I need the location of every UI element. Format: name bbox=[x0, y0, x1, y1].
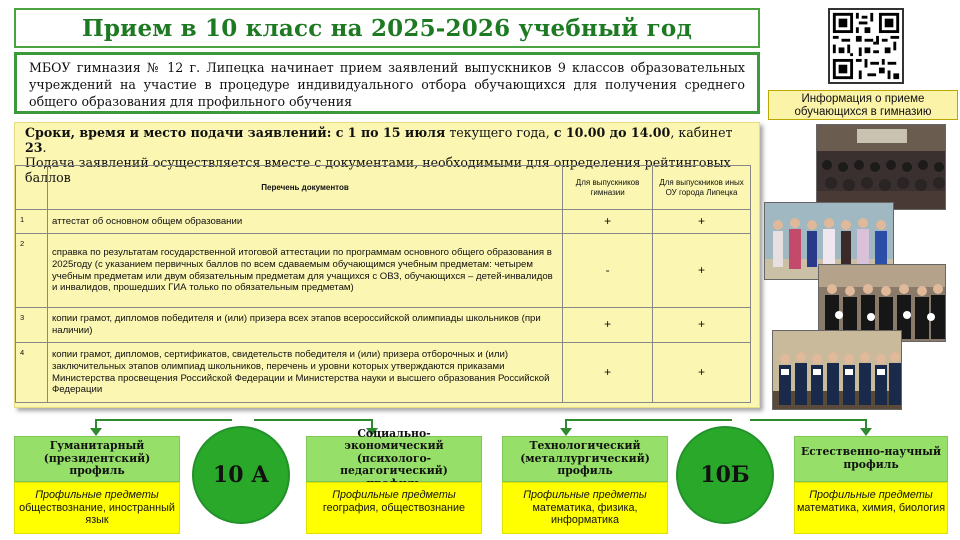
row-col1: + bbox=[563, 343, 653, 403]
intro-text-box bbox=[14, 52, 760, 114]
intro-text: МБОУ гимназия № 12 г. Липецка начинает прием заявлений выпускников 9 классов образовательных учреждений на участие в процедуре индивидуального отбора обучающихся для получения среднего общего образования для профильного обучения bbox=[29, 60, 745, 109]
table-header-col2: Для выпускников иных ОУ города Липецка bbox=[653, 166, 751, 210]
profile-science-title bbox=[794, 436, 948, 482]
profile-sub: Профильные предметы bbox=[35, 489, 159, 501]
profile-subjects: математика, физика, информатика bbox=[532, 501, 638, 527]
table-row bbox=[16, 210, 751, 234]
arrow-down-icon bbox=[860, 428, 872, 436]
profile-humanities-title bbox=[14, 436, 180, 482]
table-row bbox=[16, 308, 751, 343]
row-col1: - bbox=[563, 234, 653, 308]
profile-subjects: география, обществознание bbox=[322, 501, 466, 514]
documents-panel bbox=[14, 122, 760, 408]
documents-table bbox=[15, 165, 751, 403]
profile-sub: Профильные предметы bbox=[523, 489, 647, 501]
row-col1: + bbox=[563, 210, 653, 234]
profile-sub: Профильные предметы bbox=[332, 489, 456, 501]
arrow-down-icon bbox=[90, 428, 102, 436]
class-label: 10 А bbox=[212, 462, 270, 488]
profile-technological-subjects bbox=[502, 482, 668, 534]
class-10a-badge bbox=[192, 426, 290, 524]
title-banner bbox=[14, 8, 760, 48]
row-col2: + bbox=[653, 234, 751, 308]
profile-socioeconomic-title bbox=[306, 426, 482, 482]
deadline-bold-2: с 10.00 до 14.00 bbox=[553, 125, 671, 140]
profile-humanities-subjects bbox=[14, 482, 180, 534]
class-10b-badge bbox=[676, 426, 774, 524]
page-title: Прием в 10 класс на 2025-2026 учебный год bbox=[81, 14, 692, 42]
row-text: копии грамот, дипломов победителя и (или) призера всех этапов всероссийской олимпиады школьников (при наличии) bbox=[47, 308, 562, 343]
photo-class-group bbox=[772, 330, 902, 410]
table-row bbox=[16, 343, 751, 403]
table-header-col1: Для выпускников гимназии bbox=[563, 166, 653, 210]
table-header-row bbox=[16, 166, 751, 210]
row-col2: + bbox=[653, 343, 751, 403]
arrow-down-icon bbox=[560, 428, 572, 436]
deadline-line-2: Подача заявлений осуществляется вместе с документами, необходимыми для определения рейтинговых баллов bbox=[25, 155, 731, 185]
profile-science-subjects bbox=[794, 482, 948, 534]
table-header-doc: Перечень документов bbox=[47, 166, 562, 210]
deadline-normal-3: . bbox=[42, 140, 47, 155]
row-col2: + bbox=[653, 210, 751, 234]
class-label: 10Б bbox=[700, 462, 750, 488]
profile-subjects: обществознание, иностранный язык bbox=[19, 501, 175, 527]
profile-technological-title bbox=[502, 436, 668, 482]
row-text: копии грамот, дипломов, сертификатов, свидетельств победителя и (или) призера отборочных и (или) заключительных этапов олимпиад школьников, перечень и уровни которых утверждаются приказами Министерства просвещения Российской Федерации и Министерства науки и высшего образования Российской Федерации bbox=[47, 343, 562, 403]
row-num: 4 bbox=[16, 343, 48, 403]
info-label-text: Информация о приеме обучающихся в гимназию bbox=[794, 93, 932, 118]
table-header-num bbox=[16, 166, 48, 210]
info-label bbox=[768, 90, 958, 120]
deadline-normal-2: , кабинет bbox=[670, 125, 733, 140]
qr-code-graphic bbox=[830, 10, 902, 82]
row-text: справка по результатам государственной итоговой аттестации по программам основного общего образования в 2025году (с указанием первичных баллов по всем сдаваемым обучающимся учебным предметам: четырем учебным предметам или двум обязательным предметам для учащихся с ОВЗ, обучающихся – детей-инвалидов и инвалидов, прошедших ГИА только по обязательным предметам) bbox=[47, 234, 562, 308]
profile-socioeconomic-subjects bbox=[306, 482, 482, 534]
deadline-normal-1: текущего года, bbox=[445, 125, 554, 140]
profile-name: Социально-экономический (психолого-педагогический) bbox=[340, 426, 448, 478]
photo-assembly-hall bbox=[816, 124, 946, 210]
row-num: 2 bbox=[16, 234, 48, 308]
deadline-bold-1: Сроки, время и место подачи заявлений: с 1 по 15 июля bbox=[25, 125, 446, 140]
row-text: аттестат об основном общем образовании bbox=[47, 210, 562, 234]
row-num: 1 bbox=[16, 210, 48, 234]
profile-name: Естественно-научный профиль bbox=[801, 445, 941, 471]
table-row bbox=[16, 234, 751, 308]
profile-name: Гуманитарный (президентский) профиль bbox=[43, 439, 151, 478]
profile-name: Технологический (металлургический) профиль bbox=[520, 439, 650, 478]
profile-sub: Профильные предметы bbox=[809, 489, 933, 501]
profile-subjects: математика, химия, биология bbox=[796, 501, 946, 514]
profile-connectors bbox=[0, 408, 960, 438]
row-col2: + bbox=[653, 308, 751, 343]
deadline-bold-3: 23 bbox=[25, 140, 43, 155]
row-num: 3 bbox=[16, 308, 48, 343]
qr-code-icon[interactable] bbox=[828, 8, 904, 84]
row-col1: + bbox=[563, 308, 653, 343]
